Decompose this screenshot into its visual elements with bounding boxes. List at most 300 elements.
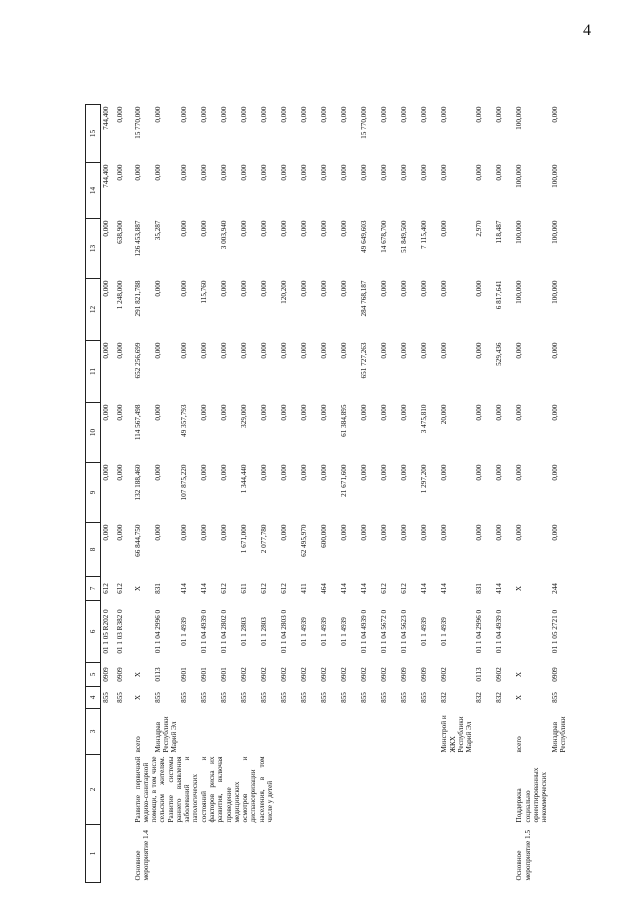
cell: 855 xyxy=(420,692,429,703)
cell: 612 xyxy=(380,583,389,594)
cell xyxy=(339,825,359,883)
cell: 0,000 xyxy=(360,464,369,481)
cell: 0,000 xyxy=(495,164,504,181)
cell: 651 727,263 xyxy=(360,342,369,379)
cell: 0,000 xyxy=(495,404,504,421)
cell: 832 xyxy=(440,692,449,703)
cell: 01 1 04 4939 0 xyxy=(360,609,369,654)
column-header: 11 xyxy=(86,341,101,403)
cell: 0,000 xyxy=(475,280,484,297)
cell: 0,000 xyxy=(420,342,429,359)
cell: 855 xyxy=(340,692,349,703)
cell xyxy=(474,755,494,825)
cell: 0,000 xyxy=(380,524,389,541)
cell: 0,000 xyxy=(200,220,209,237)
cell xyxy=(115,825,133,883)
cell: 0902 xyxy=(495,667,504,682)
cell xyxy=(494,825,514,883)
cell: 464 xyxy=(320,583,329,594)
cell: 0,000 xyxy=(340,524,349,541)
cell: 0113 xyxy=(153,667,162,682)
cell: 0,000 xyxy=(240,164,249,181)
cell: X xyxy=(515,585,524,592)
cell: 0,000 xyxy=(220,342,229,359)
cell: 0,000 xyxy=(420,164,429,181)
cell: 612 xyxy=(260,583,269,594)
cell xyxy=(239,825,259,883)
cell xyxy=(399,755,419,825)
cell: 0,000 xyxy=(400,464,409,481)
cell xyxy=(399,825,419,883)
cell: 0,000 xyxy=(220,164,229,181)
cell: 0,000 xyxy=(280,464,289,481)
cell: 01 1 04 2996 0 xyxy=(153,609,162,654)
cell: 0,000 xyxy=(495,524,504,541)
cell: 855 xyxy=(550,692,559,703)
cell xyxy=(115,709,133,755)
cell xyxy=(379,825,399,883)
cell: 0,000 xyxy=(420,524,429,541)
cell: 0,000 xyxy=(495,464,504,481)
cell: 0,000 xyxy=(102,280,110,297)
cell: 411 xyxy=(300,583,309,594)
cell xyxy=(115,755,133,825)
table-row xyxy=(474,105,494,883)
cell: 0,000 xyxy=(200,524,209,541)
cell: 107 875,220 xyxy=(180,464,189,501)
cell: 0,000 xyxy=(420,280,429,297)
cell xyxy=(439,755,474,825)
table-row xyxy=(419,105,439,883)
cell: 0,000 xyxy=(380,464,389,481)
cell: 0,000 xyxy=(475,164,484,181)
cell: 0,000 xyxy=(220,106,229,123)
cell xyxy=(319,825,339,883)
cell: 3 003,940 xyxy=(220,220,229,250)
cell: 414 xyxy=(440,583,449,594)
cell: 855 xyxy=(260,692,269,703)
cell: 414 xyxy=(420,583,429,594)
cell: 0,000 xyxy=(133,164,142,181)
cell: 0,000 xyxy=(475,106,484,123)
cell: 14 678,700 xyxy=(380,220,389,253)
cell: 855 xyxy=(320,692,329,703)
cell: 0902 xyxy=(300,667,309,682)
cell: 0,000 xyxy=(515,524,524,541)
cell: всего xyxy=(515,736,524,753)
cell: 51 849,500 xyxy=(400,220,409,253)
cell: 0909 xyxy=(550,667,559,682)
cell: 0,000 xyxy=(153,164,162,181)
cell: 0,000 xyxy=(115,164,124,181)
cell: 0,000 xyxy=(280,342,289,359)
cell: 0,000 xyxy=(180,106,189,123)
cell: 0,000 xyxy=(260,404,269,421)
cell: 01 1 4939 xyxy=(340,617,349,646)
cell: 0,000 xyxy=(550,404,559,421)
cell: 0,000 xyxy=(340,220,349,237)
column-header: 12 xyxy=(86,279,101,341)
cell: 0,000 xyxy=(360,524,369,541)
cell: 0,000 xyxy=(260,342,269,359)
cell: 01 1 04 2802 0 xyxy=(220,609,229,654)
cell: 0,000 xyxy=(550,524,559,541)
cell: 0,000 xyxy=(400,106,409,123)
cell: 100,000 xyxy=(550,280,559,304)
column-header: 4 xyxy=(86,687,101,709)
cell: 0,000 xyxy=(115,106,124,123)
cell: 01 1 03 R382 0 xyxy=(115,609,124,654)
cell: 612 xyxy=(220,583,229,594)
cell: 01 1 04 4939 0 xyxy=(200,609,209,654)
cell: 0,000 xyxy=(400,524,409,541)
cell: 0,000 xyxy=(260,106,269,123)
cell: 0,000 xyxy=(200,404,209,421)
column-header: 3 xyxy=(86,709,101,755)
cell: 284 768,187 xyxy=(360,280,369,317)
cell: 0,000 xyxy=(153,404,162,421)
cell: 0,000 xyxy=(475,404,484,421)
cell: 114 567,498 xyxy=(133,404,142,441)
column-header: 10 xyxy=(86,403,101,463)
cell: 638,900 xyxy=(115,220,124,244)
cell: 115,760 xyxy=(200,280,209,304)
column-header: 15 xyxy=(86,105,101,163)
cell: 01 1 4939 xyxy=(180,617,189,646)
cell: 0,000 xyxy=(200,106,209,123)
cell: 0,000 xyxy=(115,464,124,481)
cell: 49 357,793 xyxy=(180,404,189,437)
cell: 855 xyxy=(360,692,369,703)
cell xyxy=(419,755,439,825)
cell xyxy=(101,755,115,825)
column-header: 2 xyxy=(86,755,101,825)
cell: 0,000 xyxy=(515,464,524,481)
cell xyxy=(199,825,219,883)
cell: 0,000 xyxy=(220,404,229,421)
cell: 0,000 xyxy=(260,164,269,181)
cell xyxy=(259,825,279,883)
cell: 0,000 xyxy=(180,280,189,297)
cell: 0902 xyxy=(340,667,349,682)
cell: 01 1 05 2721 0 xyxy=(550,609,559,654)
cell: 01 1 04 2803 0 xyxy=(280,609,289,654)
cell: 855 xyxy=(180,692,189,703)
cell: 1 344,440 xyxy=(240,464,249,494)
cell: 0,000 xyxy=(475,464,484,481)
cell: 0,000 xyxy=(360,404,369,421)
cell: 0,000 xyxy=(300,280,309,297)
cell: 0,000 xyxy=(380,106,389,123)
cell: 0,000 xyxy=(102,342,110,359)
cell: 1 248,000 xyxy=(115,280,124,310)
column-header: 14 xyxy=(86,163,101,219)
cell: Минстрой и ЖКХ Республики Марий Эл xyxy=(440,715,474,753)
page-number: 4 xyxy=(583,22,591,39)
cell: 855 xyxy=(380,692,389,703)
cell xyxy=(133,601,153,663)
cell: 0,000 xyxy=(280,220,289,237)
cell: 855 xyxy=(240,692,249,703)
cell: 100,000 xyxy=(550,220,559,244)
cell: 0,000 xyxy=(340,106,349,123)
cell: 01 1 04 5672 0 xyxy=(380,609,389,654)
cell: 612 xyxy=(102,583,110,594)
cell xyxy=(279,825,299,883)
cell: 0,000 xyxy=(340,164,349,181)
cell: 832 xyxy=(495,692,504,703)
cell: 0,000 xyxy=(180,220,189,237)
table-row xyxy=(101,105,115,883)
cell: 0,000 xyxy=(180,342,189,359)
cell: 529,436 xyxy=(495,342,504,366)
cell xyxy=(239,709,259,755)
cell: 0,000 xyxy=(380,342,389,359)
cell: 0,000 xyxy=(515,404,524,421)
cell xyxy=(550,755,570,825)
cell: 0,000 xyxy=(300,342,309,359)
cell: 0901 xyxy=(180,667,189,682)
cell: 0,000 xyxy=(300,404,309,421)
cell: 100,000 xyxy=(515,164,524,188)
cell: 832 xyxy=(475,692,484,703)
table-row xyxy=(514,105,549,883)
cell: 126 453,887 xyxy=(133,220,142,257)
cell: 0,000 xyxy=(260,280,269,297)
cell xyxy=(319,709,339,755)
cell: 0902 xyxy=(440,667,449,682)
cell: 0,000 xyxy=(260,464,269,481)
table-row xyxy=(550,105,570,883)
cell: 0,000 xyxy=(200,164,209,181)
cell: 100,000 xyxy=(550,164,559,188)
cell: 0,000 xyxy=(550,342,559,359)
cell: 855 xyxy=(102,692,110,703)
cell: 0,000 xyxy=(102,220,110,237)
cell: 0,000 xyxy=(102,404,110,421)
cell: 0,000 xyxy=(515,342,524,359)
cell: 01 1 04 4939 0 xyxy=(495,609,504,654)
cell: 0,000 xyxy=(320,106,329,123)
cell: 0,000 xyxy=(550,106,559,123)
cell: 3 475,810 xyxy=(420,404,429,434)
cell: 0,000 xyxy=(280,164,289,181)
column-header: 7 xyxy=(86,577,101,601)
cell: 0,000 xyxy=(400,342,409,359)
cell: 744,400 xyxy=(102,164,110,188)
cell: 01 1 04 2996 0 xyxy=(475,609,484,654)
cell xyxy=(439,825,474,883)
cell: 0,000 xyxy=(475,524,484,541)
cell xyxy=(101,825,115,883)
cell: 855 xyxy=(200,692,209,703)
cell: 0909 xyxy=(102,667,110,682)
cell: 0,000 xyxy=(400,404,409,421)
cell: 244 xyxy=(550,583,559,594)
table-row xyxy=(115,105,133,883)
cell: 0,000 xyxy=(440,464,449,481)
cell xyxy=(379,709,399,755)
table-row xyxy=(133,105,153,883)
cell xyxy=(494,709,514,755)
column-header: 1 xyxy=(86,825,101,883)
cell: 0,000 xyxy=(115,342,124,359)
cell: 855 xyxy=(300,692,309,703)
table-body xyxy=(101,105,570,883)
cell xyxy=(514,601,549,663)
cell: Основное мероприятие 1.5 xyxy=(515,830,532,881)
cell: 0,000 xyxy=(280,404,289,421)
cell: 0,000 xyxy=(320,464,329,481)
cell: 414 xyxy=(180,583,189,594)
cell: 0,000 xyxy=(380,280,389,297)
cell: X xyxy=(133,694,142,701)
cell: Развитие первичной медико-санитарной помощи, в том числе сельским жителям. Развитие системы раннего выявления заболеваний и патологических состояний и факторов риска их развития, включая проведение медицинских осмотров и диспансеризации населения, в том числе у детей xyxy=(133,756,274,823)
cell: 0,000 xyxy=(300,164,309,181)
cell: 0902 xyxy=(260,667,269,682)
cell: 66 844,750 xyxy=(133,524,142,557)
cell: 01 1 05 R202 0 xyxy=(102,609,110,654)
cell: 0,000 xyxy=(260,220,269,237)
cell: 744,400 xyxy=(102,106,110,130)
cell: 21 671,600 xyxy=(340,464,349,497)
cell: 611 xyxy=(240,583,249,594)
cell: 855 xyxy=(280,692,289,703)
cell: 600,000 xyxy=(320,524,329,548)
cell: 0,000 xyxy=(153,464,162,481)
cell: 414 xyxy=(340,583,349,594)
cell: 2 077,780 xyxy=(260,524,269,554)
cell: 0,000 xyxy=(300,220,309,237)
cell xyxy=(199,709,219,755)
cell xyxy=(299,709,319,755)
cell: Основное мероприятие 1.4 xyxy=(133,830,150,881)
cell: Минздрав Республики xyxy=(550,716,567,753)
cell: 0902 xyxy=(380,667,389,682)
cell: 100,000 xyxy=(515,280,524,304)
cell: 0,000 xyxy=(320,404,329,421)
cell: 0,000 xyxy=(400,280,409,297)
rotated-table-container xyxy=(85,105,597,883)
cell: 01 1 4939 xyxy=(420,617,429,646)
budget-table xyxy=(85,104,570,883)
cell: 0,000 xyxy=(320,342,329,359)
cell: 0,000 xyxy=(420,106,429,123)
cell: 0902 xyxy=(320,667,329,682)
cell: 1 671,000 xyxy=(240,524,249,554)
table-row xyxy=(399,105,419,883)
cell: 329,000 xyxy=(240,404,249,428)
cell: X xyxy=(515,694,524,701)
cell: 291 821,788 xyxy=(133,280,142,317)
cell: 0113 xyxy=(475,667,484,682)
cell: 0909 xyxy=(115,667,124,682)
cell: 01 1 4939 xyxy=(300,617,309,646)
cell: 414 xyxy=(360,583,369,594)
cell: 0,000 xyxy=(240,106,249,123)
cell: 01 1 04 5623 0 xyxy=(400,609,409,654)
cell: 0,000 xyxy=(340,342,349,359)
column-header: 13 xyxy=(86,219,101,279)
cell xyxy=(550,825,570,883)
cell: 0,000 xyxy=(380,164,389,181)
cell: 414 xyxy=(495,583,504,594)
cell: 0,000 xyxy=(320,164,329,181)
cell: 01 1 2803 xyxy=(240,617,249,646)
cell: 0,000 xyxy=(550,464,559,481)
cell: 0,000 xyxy=(180,524,189,541)
cell: 0,000 xyxy=(440,524,449,541)
cell: 0,000 xyxy=(320,280,329,297)
cell xyxy=(153,825,180,883)
cell: всего xyxy=(133,736,142,753)
cell xyxy=(179,825,199,883)
table-row xyxy=(494,105,514,883)
cell: 855 xyxy=(220,692,229,703)
cell: Поддержка социально ориентированных некоммерческих xyxy=(515,767,549,823)
cell: 831 xyxy=(153,583,162,594)
cell: 0,000 xyxy=(220,280,229,297)
cell: 0,000 xyxy=(495,106,504,123)
cell: 0,000 xyxy=(280,524,289,541)
cell: 0,000 xyxy=(240,220,249,237)
header-row xyxy=(86,105,101,883)
cell: 01 1 4939 xyxy=(320,617,329,646)
cell: 15 770,000 xyxy=(360,106,369,139)
cell: 15 770,000 xyxy=(133,106,142,139)
cell xyxy=(279,709,299,755)
cell: 612 xyxy=(115,583,124,594)
cell: 0,000 xyxy=(475,342,484,359)
cell: 100,000 xyxy=(515,106,524,130)
cell: 0909 xyxy=(420,667,429,682)
cell xyxy=(399,709,419,755)
cell: 49 649,603 xyxy=(360,220,369,253)
cell: 01 1 2803 xyxy=(260,617,269,646)
cell: 0,000 xyxy=(440,280,449,297)
cell xyxy=(219,825,239,883)
cell: 7 115,400 xyxy=(420,220,429,249)
cell: 100,000 xyxy=(515,220,524,244)
cell: 118,487 xyxy=(495,220,504,244)
cell: 35,287 xyxy=(153,220,162,241)
cell: 0,000 xyxy=(115,524,124,541)
cell: 0,000 xyxy=(440,164,449,181)
column-header: 5 xyxy=(86,663,101,687)
column-header: 6 xyxy=(86,601,101,663)
cell: 0,000 xyxy=(300,464,309,481)
column-header: 8 xyxy=(86,523,101,577)
cell: 2,970 xyxy=(475,220,484,237)
cell: X xyxy=(133,585,142,592)
cell xyxy=(359,709,379,755)
cell xyxy=(494,755,514,825)
cell: 0,000 xyxy=(340,280,349,297)
cell: 855 xyxy=(153,692,162,703)
cell xyxy=(419,709,439,755)
cell: 0,000 xyxy=(240,280,249,297)
column-header: 9 xyxy=(86,463,101,523)
cell: Минздрав Республики Марий Эл xyxy=(153,716,179,753)
cell: 0,000 xyxy=(153,106,162,123)
cell xyxy=(419,825,439,883)
cell: 61 384,895 xyxy=(340,404,349,437)
cell: 0909 xyxy=(400,667,409,682)
cell: 0,000 xyxy=(220,464,229,481)
cell: 132 188,460 xyxy=(133,464,142,501)
cell: 414 xyxy=(200,583,209,594)
cell xyxy=(474,709,494,755)
